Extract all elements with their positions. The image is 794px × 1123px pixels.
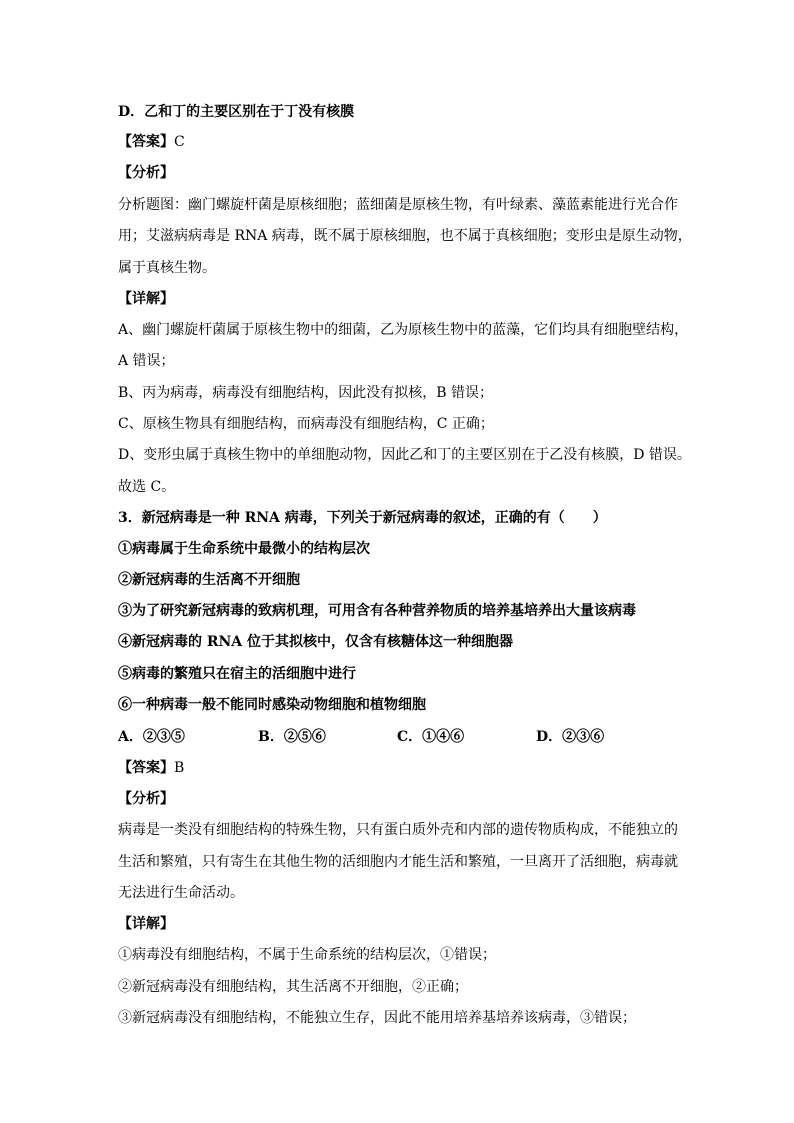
detail-line: ②新冠病毒没有细胞结构，其生活离不开细胞，②正确； <box>118 979 468 995</box>
detail-line: 故选 C。 <box>118 479 176 495</box>
detail-line: B、丙为病毒，病毒没有细胞结构，因此没有拟核，B 错误； <box>118 385 494 401</box>
detail-line: A、幽门螺旋杆菌属于原核生物中的细菌，乙为原核生物中的蓝藻，它们均具有细胞壁结构， <box>118 322 689 338</box>
detail-line: ③新冠病毒没有细胞结构，不能独立生存，因此不能用培养基培养该病毒，③错误； <box>118 1010 636 1026</box>
detail-line: A 错误； <box>118 353 175 369</box>
analysis-label: 【分析】 <box>118 165 174 181</box>
question-3-stem: 3．新冠病毒是一种 RNA 病毒，下列关于新冠病毒的叙述，正确的有（ ） <box>118 510 607 526</box>
statement-item: ①病毒属于生命系统中最微小的结构层次 <box>118 541 370 557</box>
statement-item: ②新冠病毒的生活离不开细胞 <box>118 572 300 588</box>
statement-item: ⑤病毒的繁殖只在宿主的活细胞中进行 <box>118 666 356 682</box>
answer-value: B <box>174 760 185 776</box>
analysis-label: 【分析】 <box>118 791 174 807</box>
statement-item: ⑥一种病毒一般不能同时感染动物细胞和植物细胞 <box>118 697 426 713</box>
detail-line: ①病毒没有细胞结构，不属于生命系统的结构层次，①错误； <box>118 947 496 963</box>
analysis-line: 分析题图：幽门螺旋杆菌是原核细胞；蓝细菌是原核生物，有叶绿素、藻蓝素能进行光合作 <box>118 197 678 213</box>
answer-line-1 <box>118 132 185 152</box>
choice-a: A．②③⑤ <box>118 729 185 745</box>
statement-item: ④新冠病毒的 RNA 位于其拟核中，仅含有核糖体这一种细胞器 <box>118 634 514 650</box>
choice-d: D．②③⑥ <box>536 729 605 745</box>
answer-label: 【答案】 <box>118 134 174 150</box>
choice-c: C．①④⑥ <box>397 729 465 745</box>
analysis-line: 病毒是一类没有细胞结构的特殊生物，只有蛋白质外壳和内部的遗传物质构成，不能独立的 <box>118 822 678 838</box>
detail-label: 【详解】 <box>118 291 174 307</box>
answer-line-2 <box>118 758 184 778</box>
analysis-line: 用；艾滋病病毒是 RNA 病毒，既不属于原核细胞，也不属于真核细胞；变形虫是原生动物， <box>118 228 692 244</box>
option-d-text: D．乙和丁的主要区别在于丁没有核膜 <box>118 104 355 120</box>
answer-value: C <box>174 134 185 150</box>
answer-label: 【答案】 <box>118 760 174 776</box>
statement-item: ③为了研究新冠病毒的致病机理，可用含有各种营养物质的培养基培养出大量该病毒 <box>118 603 636 619</box>
analysis-line: 无法进行生命活动。 <box>118 885 244 901</box>
detail-line: C、原核生物具有细胞结构，而病毒没有细胞结构，C 正确； <box>118 416 494 432</box>
detail-line: D、变形虫属于真核生物中的单细胞动物，因此乙和丁的主要区别在于乙没有核膜，D 错误。 <box>118 447 691 463</box>
detail-label: 【详解】 <box>118 916 174 932</box>
choice-b: B．②⑤⑥ <box>258 729 326 745</box>
analysis-line: 属于真核生物。 <box>118 260 216 276</box>
analysis-line: 生活和繁殖，只有寄生在其他生物的活细胞内才能生活和繁殖，一旦离开了活细胞，病毒就 <box>118 854 678 870</box>
